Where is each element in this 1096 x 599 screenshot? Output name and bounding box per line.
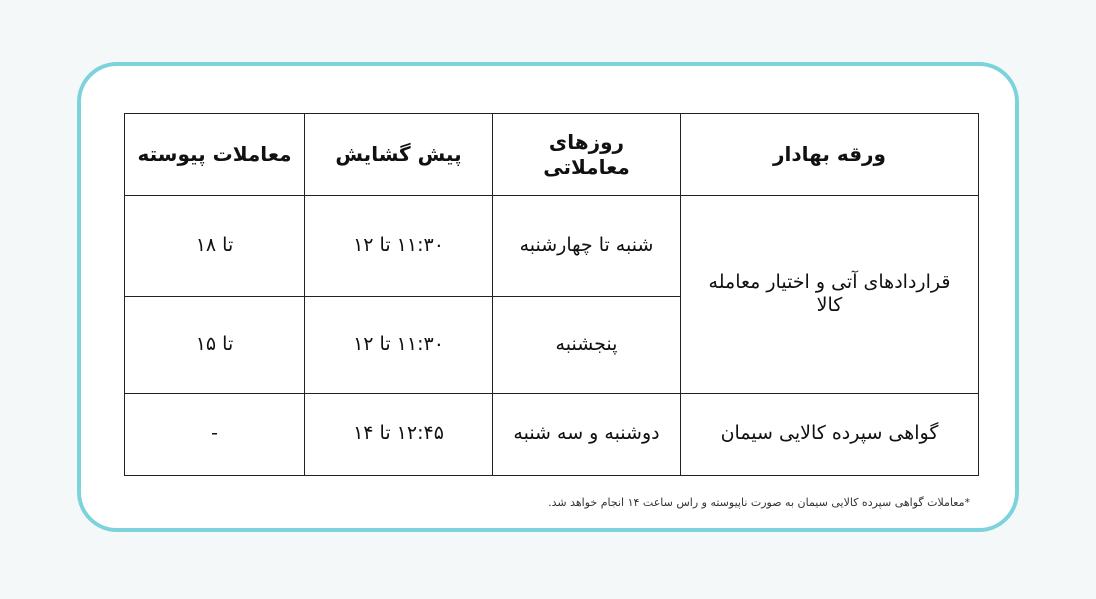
header-trading-days: روزهای معاملاتی	[493, 114, 681, 196]
table-row	[125, 196, 979, 297]
header-row	[125, 114, 979, 196]
cell-security: قراردادهای آتی و اختیار معامله کالا	[681, 196, 979, 394]
cell-trading-days: شنبه تا چهارشنبه	[493, 196, 681, 297]
header-pre-opening: پیش گشایش	[305, 114, 493, 196]
trading-hours-table	[124, 113, 979, 476]
footnote: *معاملات گواهی سپرده کالایی سیمان به صورت ناپیوسته و راس ساعت ۱۴ انجام خواهد شد.	[548, 496, 970, 509]
table-row	[125, 393, 979, 475]
cell-pre-opening: ۱۱:۳۰ تا ۱۲	[305, 297, 493, 393]
header-continuous-trading: معاملات پیوسته	[125, 114, 305, 196]
cell-security: گواهی سپرده کالایی سیمان	[681, 393, 979, 475]
cell-pre-opening: ۱۱:۳۰ تا ۱۲	[305, 196, 493, 297]
cell-continuous-trading: -	[125, 393, 305, 475]
cell-continuous-trading: تا ۱۵	[125, 297, 305, 393]
cell-pre-opening: ۱۲:۴۵ تا ۱۴	[305, 393, 493, 475]
cell-trading-days: پنجشنبه	[493, 297, 681, 393]
header-security: ورقه بهادار	[681, 114, 979, 196]
cell-continuous-trading: تا ۱۸	[125, 196, 305, 297]
cell-trading-days: دوشنبه و سه شنبه	[493, 393, 681, 475]
